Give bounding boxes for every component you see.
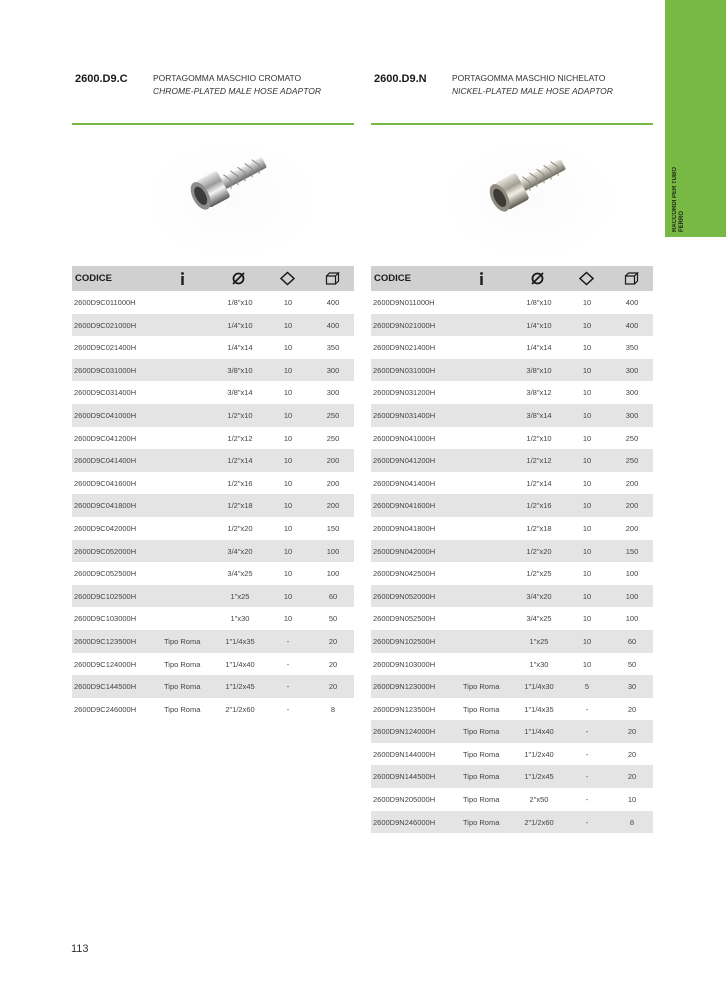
cell-hex: - [585, 749, 589, 759]
cell-codice: 2600D9N246000H [373, 817, 436, 827]
cell-box-qty: 250 [326, 433, 340, 443]
cell-diameter: 1/2"x20 [227, 523, 253, 533]
cell-box-qty: 100 [326, 569, 340, 579]
cell-box-qty: 300 [625, 388, 639, 398]
cell-codice: 2600D9N123500H [373, 704, 436, 714]
table-row [371, 404, 653, 427]
table-row [72, 585, 354, 608]
cell-box-qty: 50 [627, 659, 637, 669]
cell-diameter: 3/8"x12 [526, 388, 552, 398]
product-description-it: PORTAGOMMA MASCHIO NICHELATO [452, 73, 606, 83]
cell-hex: 10 [283, 523, 293, 533]
cell-codice: 2600D9C041400H [74, 456, 137, 466]
section-divider [371, 123, 653, 125]
cell-box-qty: 100 [625, 569, 639, 579]
cell-hex: 10 [283, 343, 293, 353]
cell-diameter: 1/2"x25 [526, 569, 552, 579]
cell-codice: 2600D9C042000H [74, 523, 137, 533]
table-row [72, 404, 354, 427]
cell-diameter: 1/2"x20 [526, 546, 552, 556]
cell-codice: 2600D9C021000H [74, 320, 137, 330]
cell-tipo: Tipo Roma [164, 682, 201, 692]
table-row [371, 698, 653, 721]
table-row [371, 494, 653, 517]
cell-diameter: 2"1/2x60 [225, 704, 255, 714]
cell-codice: 2600D9C031000H [74, 365, 137, 375]
cell-diameter: 1/2"x14 [526, 478, 552, 488]
cell-diameter: 1/2"x12 [526, 456, 552, 466]
cell-box-qty: 200 [326, 456, 340, 466]
cell-hex: 10 [582, 478, 592, 488]
cell-codice: 2600D9N021400H [373, 343, 436, 353]
cell-codice: 2600D9N123000H [373, 682, 436, 692]
cell-box-qty: 400 [326, 298, 340, 307]
info-icon [175, 271, 190, 286]
cell-diameter: 1"1/2x40 [524, 749, 554, 759]
cell-box-qty: 350 [625, 343, 639, 353]
table-row [72, 314, 354, 337]
cell-diameter: 1"1/4x35 [225, 636, 255, 646]
cell-box-qty: 100 [326, 546, 340, 556]
diameter-icon [530, 271, 545, 286]
cell-codice: 2600D9C246000H [74, 704, 137, 714]
table-row [371, 336, 653, 359]
product-table [371, 266, 653, 833]
cell-codice: 2600D9C103000H [74, 614, 137, 624]
cell-box-qty: 200 [326, 501, 340, 511]
cell-diameter: 1/2"x16 [526, 501, 552, 511]
header-codice: CODICE [75, 273, 112, 284]
box-icon [624, 271, 639, 286]
table-row [371, 427, 653, 450]
cell-codice: 2600D9C021400H [74, 343, 137, 353]
table-row [371, 788, 653, 811]
cell-diameter: 1/2"x16 [227, 478, 253, 488]
table-row [72, 449, 354, 472]
cell-hex: 10 [283, 546, 293, 556]
table-row [371, 765, 653, 788]
cell-diameter: 2"1/2x60 [524, 817, 554, 827]
cell-tipo: Tipo Roma [164, 659, 201, 669]
cell-hex: 10 [283, 433, 293, 443]
table-row [371, 449, 653, 472]
cell-codice: 2600D9N041200H [373, 456, 436, 466]
cell-hex: 10 [283, 365, 293, 375]
cell-diameter: 1/4"x10 [526, 320, 552, 330]
cell-codice: 2600D9N103000H [373, 659, 436, 669]
cell-hex: - [286, 659, 290, 669]
cell-hex: 10 [582, 433, 592, 443]
table-row [72, 653, 354, 676]
cell-box-qty: 200 [326, 478, 340, 488]
cell-codice: 2600D9N102500H [373, 636, 436, 646]
table-row [72, 540, 354, 563]
cell-codice: 2600D9C041000H [74, 410, 137, 420]
cell-codice: 2600D9N042000H [373, 546, 436, 556]
cell-hex: 10 [283, 591, 293, 601]
cell-box-qty: 20 [627, 704, 637, 714]
table-row [72, 630, 354, 653]
cell-codice: 2600D9N041400H [373, 478, 436, 488]
product-code-title: 2600.D9.C [75, 73, 128, 85]
cell-hex: 10 [582, 365, 592, 375]
cell-hex: 10 [582, 591, 592, 601]
cell-diameter: 1"1/4x35 [524, 704, 554, 714]
cell-hex: 10 [283, 456, 293, 466]
cell-codice: 2600D9N124000H [373, 727, 436, 737]
cell-box-qty: 60 [328, 591, 338, 601]
cell-hex: 10 [283, 614, 293, 624]
table-row [72, 562, 354, 585]
cell-diameter: 3/8"x10 [526, 365, 552, 375]
cell-hex: 5 [584, 682, 590, 692]
cell-diameter: 3/8"x14 [227, 388, 253, 398]
cell-hex: 10 [582, 614, 592, 624]
table-row [72, 472, 354, 495]
cell-diameter: 1"x30 [230, 614, 250, 624]
cell-box-qty: 20 [328, 636, 338, 646]
cell-box-qty: 300 [326, 365, 340, 375]
table-header [72, 266, 354, 291]
cell-hex: 10 [582, 546, 592, 556]
cell-hex: 10 [283, 410, 293, 420]
product-photo [142, 140, 322, 260]
table-row [371, 743, 653, 766]
cell-tipo: Tipo Roma [463, 772, 500, 782]
cell-codice: 2600D9C052000H [74, 546, 137, 556]
cell-box-qty: 20 [627, 727, 637, 737]
cell-diameter: 1"1/2x45 [524, 772, 554, 782]
cell-box-qty: 200 [625, 478, 639, 488]
cell-codice: 2600D9N041600H [373, 501, 436, 511]
product-photo [441, 140, 621, 260]
cell-diameter: 1/2"x10 [227, 410, 253, 420]
cell-codice: 2600D9N011000H [373, 298, 435, 307]
cell-hex: 10 [283, 298, 293, 307]
table-row [371, 811, 653, 834]
cell-box-qty: 20 [627, 772, 637, 782]
table-row [371, 630, 653, 653]
cell-hex: 10 [283, 501, 293, 511]
cell-box-qty: 10 [627, 795, 637, 805]
cell-hex: 10 [582, 298, 592, 307]
cell-box-qty: 250 [326, 410, 340, 420]
cell-diameter: 1/2"x14 [227, 456, 253, 466]
cell-box-qty: 50 [328, 614, 338, 624]
cell-box-qty: 100 [625, 591, 639, 601]
product-description-it: PORTAGOMMA MASCHIO CROMATO [153, 73, 302, 83]
cell-diameter: 1/2"x18 [526, 523, 552, 533]
cell-hex: 10 [582, 456, 592, 466]
cell-diameter: 3/4"x25 [526, 614, 552, 624]
cell-box-qty: 400 [625, 320, 639, 330]
cell-diameter: 1"x25 [529, 636, 549, 646]
cell-box-qty: 200 [625, 523, 639, 533]
table-row [371, 381, 653, 404]
cell-hex: - [286, 682, 290, 692]
diameter-icon [231, 271, 246, 286]
cell-hex: 10 [283, 320, 293, 330]
table-row [72, 675, 354, 698]
table-row [72, 698, 354, 721]
cell-hex: 10 [582, 320, 592, 330]
info-icon [474, 271, 489, 286]
table-row [72, 291, 354, 314]
cell-codice: 2600D9N041800H [373, 523, 436, 533]
cell-hex: - [585, 795, 589, 805]
cell-diameter: 1"1/4x40 [225, 659, 255, 669]
table-row [371, 314, 653, 337]
cell-diameter: 1"1/4x30 [524, 682, 554, 692]
table-row [72, 359, 354, 382]
cell-box-qty: 150 [326, 523, 340, 533]
cell-tipo: Tipo Roma [463, 727, 500, 737]
cell-diameter: 1/4"x14 [227, 343, 253, 353]
cell-box-qty: 350 [326, 343, 340, 353]
cell-tipo: Tipo Roma [463, 704, 500, 714]
table-row [371, 359, 653, 382]
cell-box-qty: 400 [625, 298, 639, 307]
cell-codice: 2600D9C041200H [74, 433, 137, 443]
cell-hex: 10 [582, 636, 592, 646]
page-number: 113 [71, 943, 89, 955]
cell-tipo: Tipo Roma [164, 636, 201, 646]
section-divider [72, 123, 354, 125]
cell-codice: 2600D9C124000H [74, 659, 137, 669]
cell-codice: 2600D9N021000H [373, 320, 436, 330]
cell-box-qty: 20 [328, 682, 338, 692]
cell-diameter: 3/4"x25 [227, 569, 253, 579]
table-row [371, 472, 653, 495]
cell-box-qty: 100 [625, 614, 639, 624]
cell-hex: - [585, 727, 589, 737]
cell-box-qty: 8 [629, 817, 635, 827]
cell-box-qty: 20 [328, 659, 338, 669]
cell-hex: 10 [582, 523, 592, 533]
cell-codice: 2600D9N144000H [373, 749, 436, 759]
cell-diameter: 1/2"x18 [227, 501, 253, 511]
cell-diameter: 1"1/2x45 [225, 682, 255, 692]
cell-tipo: Tipo Roma [463, 795, 500, 805]
cell-codice: 2600D9N031400H [373, 410, 436, 420]
cell-box-qty: 250 [625, 433, 639, 443]
cell-box-qty: 30 [627, 682, 637, 692]
table-row [371, 585, 653, 608]
cell-box-qty: 300 [326, 388, 340, 398]
table-row [371, 720, 653, 743]
table-row [371, 675, 653, 698]
cell-codice: 2600D9N041000H [373, 433, 436, 443]
cell-box-qty: 20 [627, 749, 637, 759]
table-row [371, 291, 653, 314]
cell-hex: 10 [283, 569, 293, 579]
cell-tipo: Tipo Roma [463, 749, 500, 759]
cell-box-qty: 150 [625, 546, 639, 556]
cell-diameter: 1/2"x12 [227, 433, 253, 443]
table-row [72, 427, 354, 450]
cell-hex: 10 [582, 569, 592, 579]
cell-hex: 10 [582, 388, 592, 398]
table-row [72, 607, 354, 630]
box-icon [325, 271, 340, 286]
product-code-title: 2600.D9.N [374, 73, 427, 85]
product-description-en: CHROME-PLATED MALE HOSE ADAPTOR [153, 86, 321, 96]
cell-codice: 2600D9C031400H [74, 388, 137, 398]
cell-diameter: 2"x50 [529, 795, 549, 805]
cell-diameter: 3/8"x10 [227, 365, 253, 375]
table-row [72, 336, 354, 359]
cell-diameter: 1/8"x10 [526, 298, 552, 307]
cell-diameter: 1/4"x14 [526, 343, 552, 353]
cell-diameter: 3/4"x20 [526, 591, 552, 601]
table-row [371, 607, 653, 630]
product-description-en: NICKEL-PLATED MALE HOSE ADAPTOR [452, 86, 613, 96]
hexagon-icon [280, 271, 295, 286]
cell-hex: 10 [582, 659, 592, 669]
cell-diameter: 3/8"x14 [526, 410, 552, 420]
cell-diameter: 1/8"x10 [227, 298, 253, 307]
header-codice: CODICE [374, 273, 411, 284]
cell-codice: 2600D9C041600H [74, 478, 137, 488]
cell-hex: - [286, 636, 290, 646]
cell-codice: 2600D9N205000H [373, 795, 436, 805]
table-row [72, 517, 354, 540]
cell-box-qty: 300 [625, 365, 639, 375]
cell-diameter: 1"x25 [230, 591, 250, 601]
cell-hex: 10 [283, 478, 293, 488]
cell-tipo: Tipo Roma [164, 704, 201, 714]
cell-tipo: Tipo Roma [463, 682, 500, 692]
cell-hex: 10 [582, 501, 592, 511]
cell-codice: 2600D9N042500H [373, 569, 436, 579]
cell-hex: - [585, 704, 589, 714]
table-row [371, 653, 653, 676]
cell-codice: 2600D9N052000H [373, 591, 436, 601]
hexagon-icon [579, 271, 594, 286]
category-label: RACCORDI PER TUBO FERRO [672, 166, 685, 232]
cell-hex: 10 [582, 410, 592, 420]
cell-diameter: 1/4"x10 [227, 320, 253, 330]
table-row [371, 562, 653, 585]
cell-codice: 2600D9C052500H [74, 569, 137, 579]
cell-box-qty: 250 [625, 456, 639, 466]
table-row [72, 494, 354, 517]
cell-box-qty: 400 [326, 320, 340, 330]
cell-box-qty: 300 [625, 410, 639, 420]
product-table [72, 266, 354, 720]
cell-codice: 2600D9N031200H [373, 388, 436, 398]
cell-box-qty: 8 [330, 704, 336, 714]
table-row [371, 540, 653, 563]
cell-diameter: 1/2"x10 [526, 433, 552, 443]
cell-diameter: 1"x30 [529, 659, 549, 669]
cell-codice: 2600D9N031000H [373, 365, 436, 375]
cell-codice: 2600D9C011000H [74, 298, 136, 307]
table-row [72, 381, 354, 404]
cell-hex: 10 [582, 343, 592, 353]
cell-diameter: 3/4"x20 [227, 546, 253, 556]
cell-codice: 2600D9C041800H [74, 501, 137, 511]
cell-hex: - [585, 772, 589, 782]
cell-hex: - [286, 704, 290, 714]
cell-diameter: 1"1/4x40 [524, 727, 554, 737]
cell-box-qty: 60 [627, 636, 637, 646]
cell-tipo: Tipo Roma [463, 817, 500, 827]
table-header [371, 266, 653, 291]
cell-hex: 10 [283, 388, 293, 398]
cell-codice: 2600D9N052500H [373, 614, 436, 624]
cell-codice: 2600D9C102500H [74, 591, 137, 601]
cell-codice: 2600D9C123500H [74, 636, 137, 646]
cell-hex: - [585, 817, 589, 827]
cell-codice: 2600D9N144500H [373, 772, 436, 782]
table-row [371, 517, 653, 540]
cell-codice: 2600D9C144500H [74, 682, 137, 692]
cell-box-qty: 200 [625, 501, 639, 511]
